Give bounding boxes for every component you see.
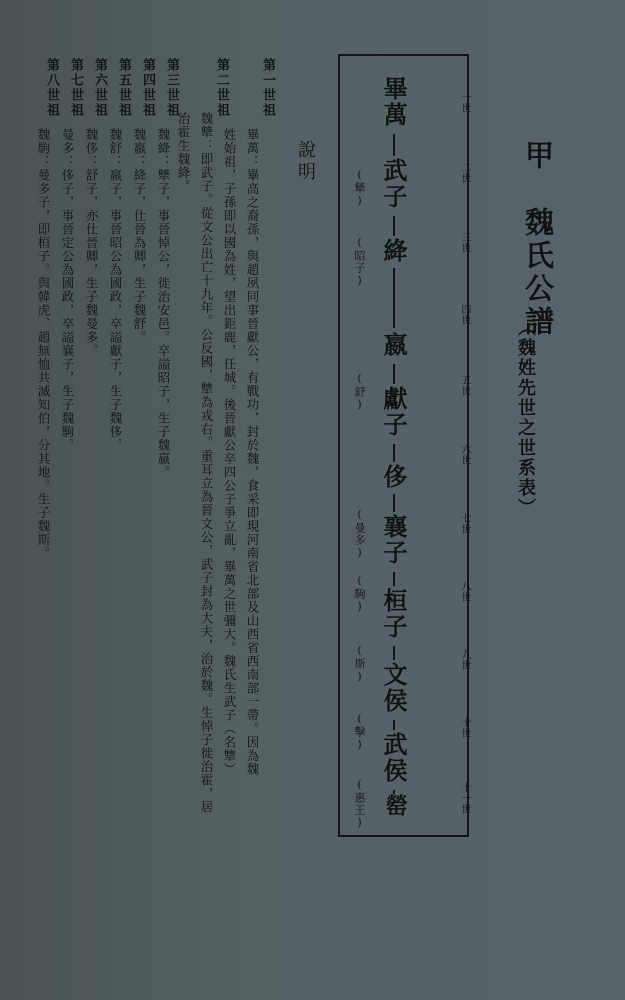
generation-label: 四世 xyxy=(459,304,470,326)
alias-label: (曼多) xyxy=(353,508,366,560)
lineage-node: 嬴 xyxy=(379,332,408,358)
text-line: 魏駒：曼多子，即桓子。與韓虎、趙無恤共滅知伯，分其地。生子魏斯。 xyxy=(36,128,51,560)
lineage-connector xyxy=(393,364,395,384)
lineage-node: 桓子 xyxy=(379,588,408,640)
text-line: 魏侈：舒子，亦仕晉卿，生子魏曼多。 xyxy=(84,128,99,358)
text-line: 魏絳：犨子，事晉悼公，徙治安邑。卒謚昭子，生子魏嬴。 xyxy=(156,128,171,479)
lineage-connector xyxy=(393,720,395,730)
generation-label: 十世 xyxy=(459,717,470,739)
generation-text xyxy=(104,128,127,728)
alias-label: (舒) xyxy=(353,372,366,412)
lineage-connector xyxy=(393,134,395,156)
generation-heading: 第三世祖 xyxy=(164,58,179,118)
generation-text xyxy=(32,128,55,728)
lineage-node: 侈 xyxy=(379,464,408,490)
lineage-connector xyxy=(393,646,395,660)
generation-heading: 第四世祖 xyxy=(140,58,155,118)
lineage-line xyxy=(377,76,411,816)
lineage-node: 絳 xyxy=(379,238,408,264)
generation-label: 一世 xyxy=(459,92,470,114)
generation-label: 三世 xyxy=(459,232,470,254)
lineage-node: 武侯 xyxy=(379,732,408,784)
text-line: 魏舒：嬴子，事晉昭公為國政，卒謚獻子，生子魏侈。 xyxy=(108,128,123,452)
generation-text xyxy=(152,128,175,728)
alias-label: (昭子) xyxy=(353,236,366,288)
text-line: 曼多：侈子，事晉定公為國政，卒謚襄子，生子魏駒。 xyxy=(60,128,75,452)
lineage-node: 畢萬 xyxy=(379,76,408,128)
explanation-heading-text: 說明 xyxy=(295,140,316,184)
title-mark: 甲 xyxy=(521,140,555,173)
generation-label: 八世 xyxy=(459,581,470,603)
lineage-connector xyxy=(393,494,395,512)
lineage-node: 襄子 xyxy=(379,514,408,566)
section-subtitle: （魏姓先世之世系表） xyxy=(515,318,536,518)
text-line: 魏嬴：絳子，仕晉為卿，生子魏舒。 xyxy=(132,128,147,344)
alias-label: (駒) xyxy=(353,574,366,614)
generation-heading: 第五世祖 xyxy=(116,58,131,118)
title-text: 魏氏公譜 xyxy=(521,207,555,339)
generation-heading: 第二世祖 xyxy=(214,58,229,118)
generation-label: 十一世 xyxy=(459,782,470,815)
generation-text xyxy=(218,128,264,978)
section-title xyxy=(518,140,559,339)
generation-text xyxy=(128,128,151,728)
text-line: 姓始祖，子孫即以國為姓，望出鉅鹿，任城。後晉獻公卒四公子爭立亂，畢萬之世彌大。魏氏生武子（名犨） xyxy=(222,128,237,776)
lineage-node: 文侯 xyxy=(379,662,408,714)
alias-label: (犨) xyxy=(353,168,366,208)
generation-label: 二世 xyxy=(459,162,470,184)
generation-label: 九世 xyxy=(459,649,470,671)
generation-text xyxy=(80,128,103,728)
generation-heading: 第七世祖 xyxy=(68,58,83,118)
lineage-connector xyxy=(393,268,395,328)
alias-label: (惠王) xyxy=(353,778,366,830)
lineage-connector xyxy=(393,444,395,462)
generation-text xyxy=(172,112,218,982)
generation-text xyxy=(56,128,79,728)
text-line: 治霍生魏絳。 xyxy=(176,112,191,193)
generation-labels xyxy=(446,92,472,832)
lineage-connector xyxy=(393,216,395,236)
alias-label: (擊) xyxy=(353,712,366,752)
lineage-node: 武子 xyxy=(379,158,408,210)
generation-label: 五世 xyxy=(459,375,470,397)
generation-heading: 第一世祖 xyxy=(260,58,275,118)
generation-heading: 第六世祖 xyxy=(92,58,107,118)
text-line: 畢萬：畢高之裔孫，與趙夙同事晉獻公，有戰功，封於魏，食采即現河南省北部及山西省西南部一帶。因為魏 xyxy=(245,128,260,776)
lineage-node: 罃 xyxy=(382,794,408,818)
generation-heading: 第八世祖 xyxy=(44,58,59,118)
lineage-node: 獻子 xyxy=(379,386,408,438)
alias-label: (斯) xyxy=(353,644,366,684)
generation-label: 七世 xyxy=(459,513,470,535)
lineage-connector xyxy=(393,572,395,586)
alias-column xyxy=(345,160,367,840)
explanation-heading xyxy=(292,140,318,184)
text-line: 魏犨：即武子。從文公出亡十九年。公反國，犨為戎右。重耳立為晉文公，武子封為大夫，治於魏。生悼子徙治霍，居 xyxy=(199,112,214,814)
generation-label: 六世 xyxy=(459,444,470,466)
